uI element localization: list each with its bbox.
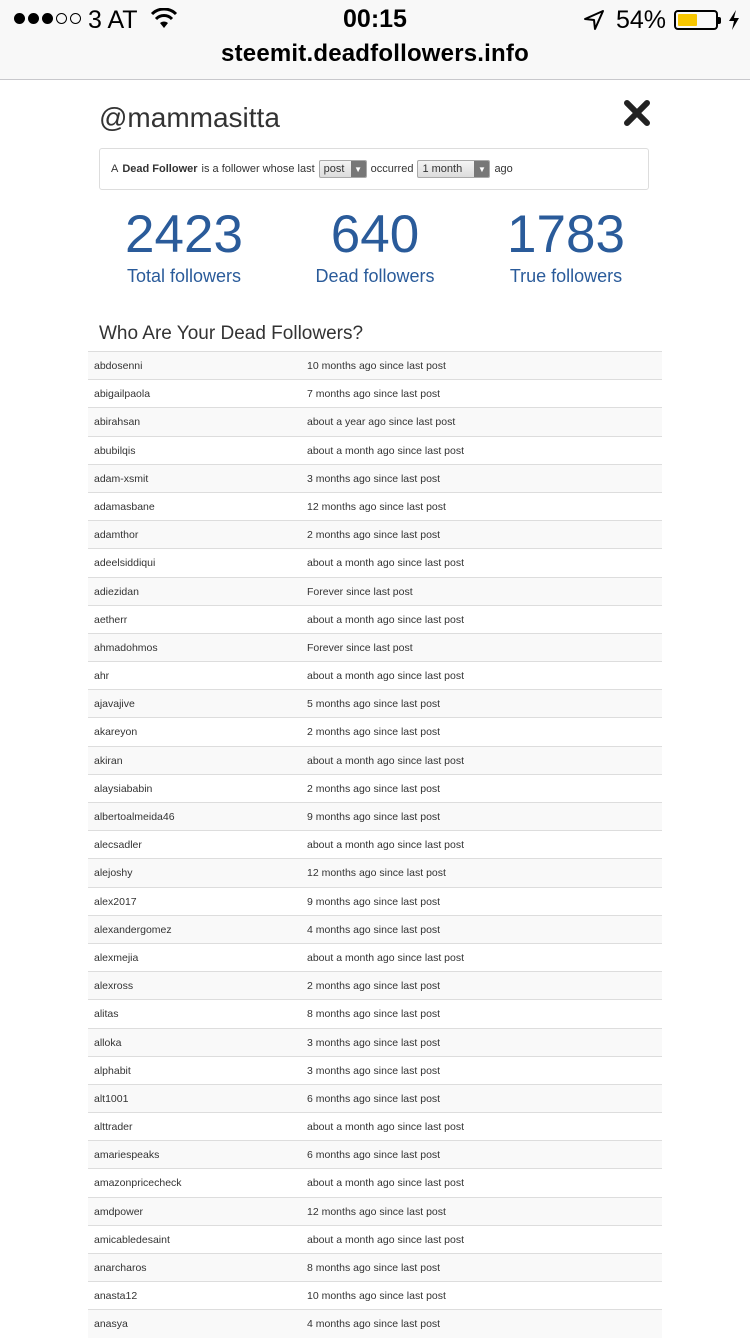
follower-name: anarcharos	[94, 1262, 147, 1274]
follower-name: alttrader	[94, 1121, 133, 1134]
follower-last-post: 9 months ago since last post	[307, 811, 441, 823]
follower-name: alphabit	[94, 1064, 131, 1077]
follower-last-post: about a month ago since last post	[307, 613, 465, 626]
follower-last-post: 8 months ago since last post	[307, 1262, 441, 1274]
table-row	[88, 661, 662, 689]
dead-followers-table	[88, 351, 662, 1338]
battery-icon	[674, 10, 718, 30]
table-row	[88, 520, 662, 548]
table-row	[88, 802, 662, 830]
follower-last-post: 8 months ago since last post	[307, 1008, 441, 1021]
location-arrow-icon	[583, 9, 605, 31]
table-row	[88, 971, 662, 999]
table-row	[88, 1225, 662, 1253]
follower-name: anasta12	[94, 1290, 138, 1303]
battery-level	[678, 14, 697, 26]
period-select[interactable]	[417, 160, 490, 178]
follower-name: amdpower	[94, 1205, 144, 1218]
table-row	[88, 436, 662, 464]
table-row	[88, 1112, 662, 1140]
status-time: 00:15	[343, 5, 407, 33]
follower-name: amariespeaks	[94, 1149, 160, 1162]
follower-last-post: 2 months ago since last post	[307, 980, 441, 993]
follower-last-post: 5 months ago since last post	[307, 698, 441, 711]
charging-bolt-icon	[727, 9, 741, 31]
follower-last-post: 12 months ago since last post	[307, 1205, 446, 1218]
follower-name: alitas	[94, 1008, 119, 1021]
table-row	[88, 548, 662, 576]
definition-prefix: A	[111, 163, 119, 175]
follower-last-post: 4 months ago since last post	[307, 1318, 441, 1331]
table-row	[88, 1028, 662, 1056]
table-row	[88, 887, 662, 915]
table-row	[88, 605, 662, 633]
table-row	[88, 746, 662, 774]
follower-name: adeelsiddiqui	[94, 557, 156, 570]
stat-true-value: 1783	[507, 205, 625, 264]
follower-last-post: about a month ago since last post	[307, 444, 465, 457]
dead-follower-definition	[99, 148, 649, 190]
follower-name: anasya	[94, 1318, 128, 1331]
follower-name: alecsadler	[94, 839, 142, 852]
profile-handle: @mammasitta	[99, 102, 280, 133]
follower-last-post: Forever since last post	[307, 641, 413, 654]
table-row	[88, 774, 662, 802]
table-row	[88, 999, 662, 1027]
table-row	[88, 1084, 662, 1112]
follower-name: akiran	[94, 754, 123, 767]
table-row	[88, 1056, 662, 1084]
period-select-value: 1 month	[422, 163, 463, 175]
table-row	[88, 1168, 662, 1196]
stat-dead	[279, 204, 471, 286]
stat-total-value: 2423	[125, 205, 243, 264]
table-row	[88, 858, 662, 886]
follower-name: abdosenni	[94, 360, 143, 372]
follower-name: alexandergomez	[94, 923, 172, 936]
table-row	[88, 1309, 662, 1337]
table-row	[88, 351, 662, 379]
activity-select-value: post	[323, 163, 345, 175]
table-row	[88, 717, 662, 745]
chevron-down-icon: ▼	[351, 161, 366, 177]
follower-name: adamasbane	[94, 500, 155, 513]
follower-last-post: about a month ago since last post	[307, 1233, 465, 1246]
follower-last-post: 3 months ago since last post	[307, 1036, 441, 1049]
follower-last-post: about a month ago since last post	[307, 754, 465, 767]
follower-name: alloka	[94, 1036, 122, 1049]
table-row	[88, 915, 662, 943]
follower-last-post: about a month ago since last post	[307, 951, 465, 964]
table-row	[88, 943, 662, 971]
follower-name: amazonpricecheck	[94, 1177, 182, 1190]
follower-name: abirahsan	[94, 416, 141, 429]
battery-percent: 54%	[616, 6, 667, 34]
table-row	[88, 830, 662, 858]
table-row	[88, 1253, 662, 1281]
definition-term: Dead Follower	[122, 163, 198, 175]
definition-connector: occurred	[370, 163, 414, 175]
follower-name: amicabledesaint	[94, 1233, 170, 1246]
follower-name: alaysiababin	[94, 782, 153, 795]
follower-last-post: 2 months ago since last post	[307, 726, 441, 739]
definition-suffix: ago	[494, 163, 513, 175]
follower-name: akareyon	[94, 726, 138, 739]
follower-name: alexross	[94, 980, 134, 993]
follower-last-post: 12 months ago since last post	[307, 500, 446, 513]
close-icon[interactable]	[622, 98, 652, 128]
section-title: Who Are Your Dead Followers?	[99, 323, 364, 344]
definition-middle: is a follower whose last	[201, 163, 315, 175]
stat-dead-label: Dead followers	[315, 266, 435, 286]
follower-name: ajavajive	[94, 698, 135, 711]
chevron-down-icon: ▼	[474, 161, 489, 177]
stat-true	[470, 204, 662, 286]
follower-last-post: about a year ago since last post	[307, 416, 456, 429]
follower-last-post: 2 months ago since last post	[307, 782, 441, 795]
follower-last-post: about a month ago since last post	[307, 839, 465, 852]
follower-name: adam-xsmit	[94, 472, 149, 485]
follower-last-post: about a month ago since last post	[307, 1121, 465, 1134]
follower-name: aetherr	[94, 613, 128, 626]
follower-name: ahmadohmos	[94, 641, 158, 654]
stat-dead-value: 640	[330, 205, 420, 264]
follower-last-post: 2 months ago since last post	[307, 529, 441, 542]
activity-select[interactable]	[319, 160, 367, 178]
table-row	[88, 577, 662, 605]
follower-last-post: about a month ago since last post	[307, 557, 465, 570]
browser-chrome	[0, 0, 750, 80]
follower-name: alejoshy	[94, 867, 133, 880]
follower-last-post: 9 months ago since last post	[307, 895, 441, 908]
table-row	[88, 1281, 662, 1309]
follower-last-post: 10 months ago since last post	[307, 1290, 446, 1303]
follower-stats	[88, 204, 662, 294]
follower-last-post: 10 months ago since last post	[307, 360, 446, 372]
follower-last-post: 12 months ago since last post	[307, 867, 446, 880]
table-row	[88, 492, 662, 520]
follower-last-post: 3 months ago since last post	[307, 472, 441, 485]
follower-name: albertoalmeida46	[94, 811, 175, 823]
follower-last-post: 6 months ago since last post	[307, 1149, 441, 1162]
follower-name: alt1001	[94, 1092, 129, 1105]
follower-name: abubilqis	[94, 444, 136, 457]
follower-last-post: about a month ago since last post	[307, 1177, 465, 1190]
follower-last-post: Forever since last post	[307, 585, 413, 598]
address-bar[interactable]: steemit.deadfollowers.info	[221, 40, 529, 67]
follower-name: adamthor	[94, 529, 139, 542]
table-row	[88, 1140, 662, 1168]
follower-name: abigailpaola	[94, 388, 151, 401]
table-row	[88, 407, 662, 435]
stat-true-label: True followers	[509, 266, 623, 286]
table-row	[88, 689, 662, 717]
carrier-label: 3 AT	[88, 6, 138, 34]
follower-last-post: 7 months ago since last post	[307, 388, 441, 401]
follower-name: alexmejia	[94, 951, 139, 964]
follower-last-post: 3 months ago since last post	[307, 1064, 441, 1077]
stat-total-label: Total followers	[126, 266, 242, 286]
table-row	[88, 379, 662, 407]
status-bar	[0, 0, 750, 40]
table-row	[88, 633, 662, 661]
follower-name: alex2017	[94, 895, 137, 908]
follower-name: ahr	[94, 670, 110, 683]
follower-last-post: about a month ago since last post	[307, 670, 465, 683]
follower-last-post: 6 months ago since last post	[307, 1092, 441, 1105]
table-row	[88, 464, 662, 492]
table-row	[88, 1197, 662, 1225]
stat-total	[88, 204, 280, 286]
follower-name: adiezidan	[94, 585, 139, 598]
follower-last-post: 4 months ago since last post	[307, 923, 441, 936]
